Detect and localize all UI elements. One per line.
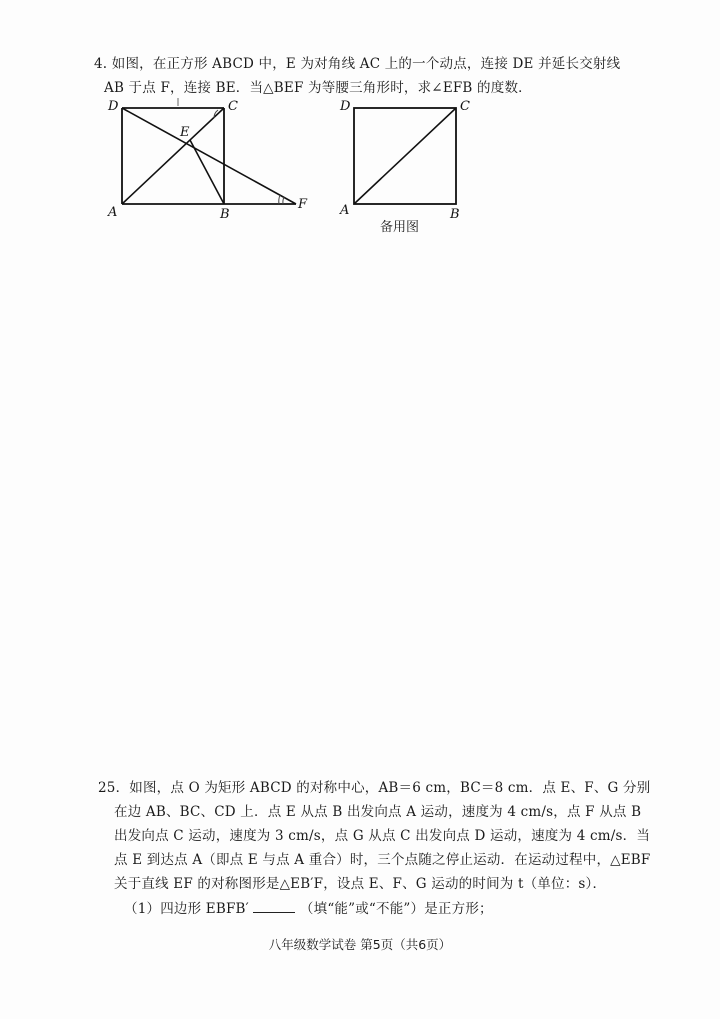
label-e: E xyxy=(180,125,190,140)
q25-text-line-5: 关于直线 EF 的对称图形是△EB′F，设点 E、F、G 运动的时间为 t（单位：s）． xyxy=(114,876,607,892)
q25-text-line-3: 出发向点 C 运动，速度为 3 cm/s，点 G 从点 C 出发向点 D 运动，速度为 4 cm/s．当 xyxy=(114,828,651,844)
q24-backup-figure xyxy=(336,92,486,220)
label-c: C xyxy=(228,99,238,114)
q24-text-line-2: AB 于点 F，连接 BE．当△BEF 为等腰三角形时，求∠EFB 的度数． xyxy=(104,80,532,96)
q25-answer-blank[interactable] xyxy=(253,900,295,913)
page-footer: 八年级数学试卷 第5页（共6页） xyxy=(268,937,452,952)
q25-part-1-suffix: （填“能”或“不能”）是正方形； xyxy=(299,901,493,917)
backup-label-c: C xyxy=(460,99,470,114)
backup-label-a: A xyxy=(340,203,350,218)
label-a: A xyxy=(108,205,118,220)
q24-main-figure xyxy=(100,92,320,222)
backup-figure-caption: 备用图 xyxy=(380,220,420,235)
label-f: F xyxy=(298,197,308,212)
label-d: D xyxy=(108,99,119,114)
backup-label-d: D xyxy=(340,99,351,114)
q25-text-line-1: 25．如图，点 O 为矩形 ABCD 的对称中心，AB＝6 cm，BC＝8 cm．点 E、F、G 分别 xyxy=(98,780,651,796)
q25-text-line-2: 在边 AB、BC、CD 上．点 E 从点 B 出发向点 A 运动，速度为 4 cm/s，点 F 从点 B xyxy=(114,804,642,820)
q25-text-line-4: 点 E 到达点 A（即点 E 与点 A 重合）时，三个点随之停止运动．在运动过程中，△EBF xyxy=(114,852,651,868)
backup-diagonal-ac xyxy=(354,108,456,204)
q25-part-1 xyxy=(124,897,493,917)
angle-mark-f2 xyxy=(279,195,280,204)
q24-text-line-1: 4. 如图，在正方形 ABCD 中，E 为对角线 AC 上的一个动点，连接 DE 并延长交射线 xyxy=(94,56,621,72)
angle-mark-f xyxy=(283,197,284,204)
backup-label-b: B xyxy=(450,207,460,220)
segment-be xyxy=(190,140,224,204)
q25-part-1-prefix: （1）四边形 EBFB′ xyxy=(124,901,249,917)
label-b: B xyxy=(220,207,230,222)
